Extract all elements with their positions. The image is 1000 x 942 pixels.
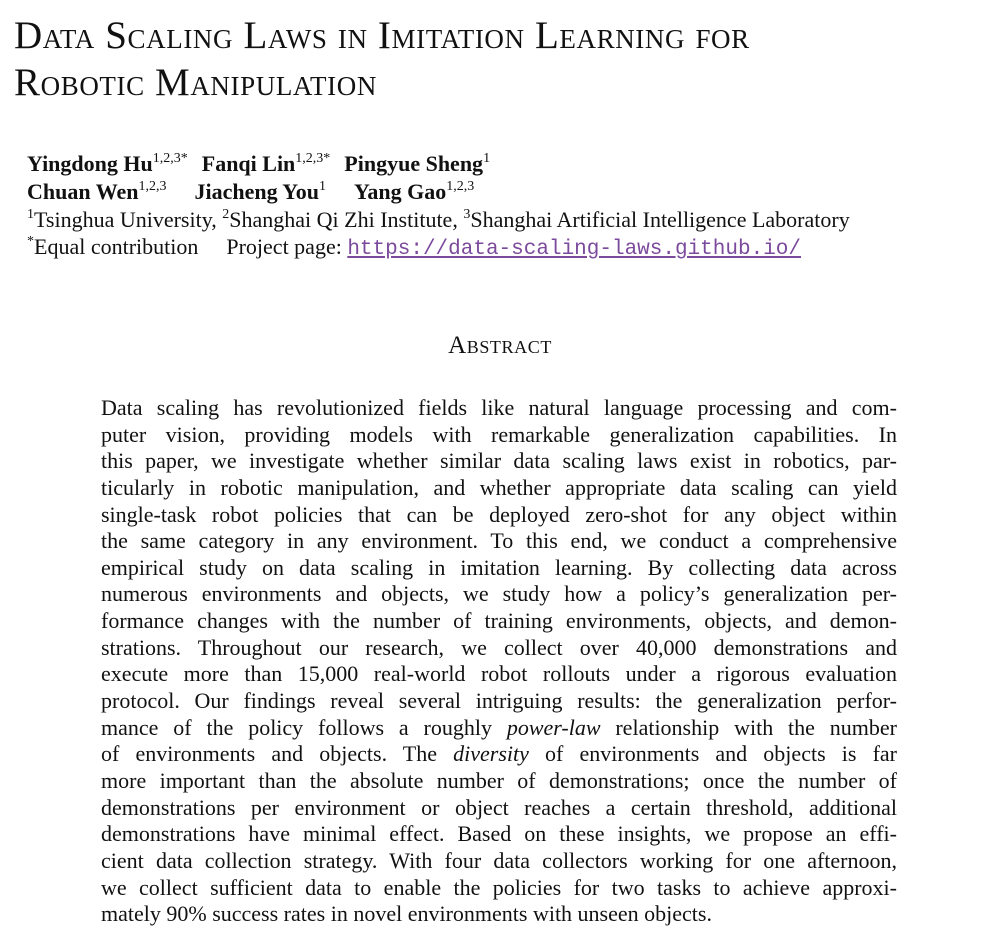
abstract-line (101, 688, 897, 715)
abstract-line (101, 422, 897, 449)
author-name: Chuan Wen$^{1,2,3}$ (27, 179, 167, 204)
abstract-text: demonstrations per environment or object reaches a certain threshold, additional (101, 794, 897, 820)
abstract-text: protocol. Our findings reveal several intriguing results: the generalization perfor- (101, 688, 897, 714)
abstract-line (101, 741, 897, 768)
project-page-link[interactable]: https://data-scaling-laws.github.io/ (347, 238, 802, 261)
abstract-text: mance of the policy follows a roughly (101, 714, 507, 740)
abstract-text: cient data collection strategy. With four data collectors working for one afternoon, (101, 847, 897, 873)
abstract-text: of environments and objects. The (101, 741, 454, 767)
paper-title (14, 12, 994, 106)
abstract-line (101, 635, 897, 662)
abstract-line (101, 875, 897, 902)
abstract-line (101, 768, 897, 795)
abstract-text: ticularly in robotic manipulation, and whether appropriate data scaling can yield (101, 474, 897, 500)
abstract-text: Data scaling has revolutionized fields like natural language processing and com- (101, 395, 897, 420)
abstract-text: mately 90% success rates in novel environments with unseen objects. (101, 901, 712, 927)
abstract-line (101, 475, 897, 502)
author-block (27, 150, 850, 263)
abstract-line (101, 502, 897, 529)
abstract-emphasis: power-law (506, 714, 601, 740)
abstract-line (101, 581, 897, 608)
abstract-line (101, 528, 897, 555)
abstract-line (101, 795, 897, 822)
abstract-text: relationship with the number (600, 714, 897, 740)
abstract-line (101, 821, 897, 848)
contribution-and-project (27, 233, 850, 263)
title-line-2: Robotic Manipulation (14, 61, 377, 104)
abstract-text: more important than the absolute number of demonstrations; once the number of (101, 767, 897, 793)
abstract-text: numerous environments and objects, we study how a policy’s generalization per- (101, 581, 897, 607)
abstract-line (101, 395, 897, 422)
abstract-text: demonstrations have minimal effect. Based on these insights, we propose an effi- (101, 821, 897, 847)
title-line-1: Data Scaling Laws in Imitation Learning for (14, 14, 750, 57)
abstract-text: puter vision, providing models with remarkable generalization capabilities. In (101, 421, 897, 447)
author-name: Yang Gao$^{1,2,3}$ (353, 179, 475, 204)
abstract-text: we collect sufficient data to enable the policies for two tasks to achieve approxi- (101, 874, 897, 900)
abstract-text: of environments and objects is far (528, 741, 897, 767)
abstract-text: empirical study on data scaling in imitation learning. By collecting data across (101, 554, 897, 580)
author-name: Jiacheng You$^1$ (194, 179, 326, 204)
abstract-text: single-task robot policies that can be deployed zero-shot for any object within (101, 501, 897, 527)
abstract-emphasis: diversity (453, 741, 529, 767)
author-name: Fanqi Lin$^{1,2,3*}$ (201, 151, 331, 176)
abstract-text: execute more than 15,000 real-world robot rollouts under a rigorous evaluation (101, 661, 897, 687)
abstract-text: strations. Throughout our research, we collect over 40,000 demonstrations and (101, 634, 897, 660)
abstract-line (101, 901, 897, 928)
author-line-1 (27, 150, 850, 178)
abstract-body (101, 395, 897, 928)
abstract-text: the same category in any environment. To this end, we conduct a comprehensive (101, 528, 897, 554)
author-line-2 (27, 178, 850, 206)
author-name: Yingdong $Hu^{1,2,3*}$ (27, 151, 188, 176)
affiliations: $^1$Tsinghua University, $^2$Shanghai Qi Zhi Institute, $^3$Shanghai Artificial Intelligence Laboratory (27, 207, 850, 232)
equal-contribution-note: *Equal contribution (27, 234, 199, 259)
abstract-line (101, 848, 897, 875)
author-name: Pingyue Sheng$^1$ (344, 151, 491, 176)
abstract-line (101, 448, 897, 475)
abstract-text: formance changes with the number of training environments, objects, and demon- (101, 608, 897, 634)
abstract-text: this paper, we investigate whether similar data scaling laws exist in robotics, par- (101, 448, 897, 474)
abstract-line (101, 715, 897, 742)
project-page-label: Project page: (226, 234, 342, 259)
abstract-heading: Abstract (448, 332, 552, 359)
abstract-line (101, 661, 897, 688)
abstract-line (101, 555, 897, 582)
abstract-line (101, 608, 897, 635)
